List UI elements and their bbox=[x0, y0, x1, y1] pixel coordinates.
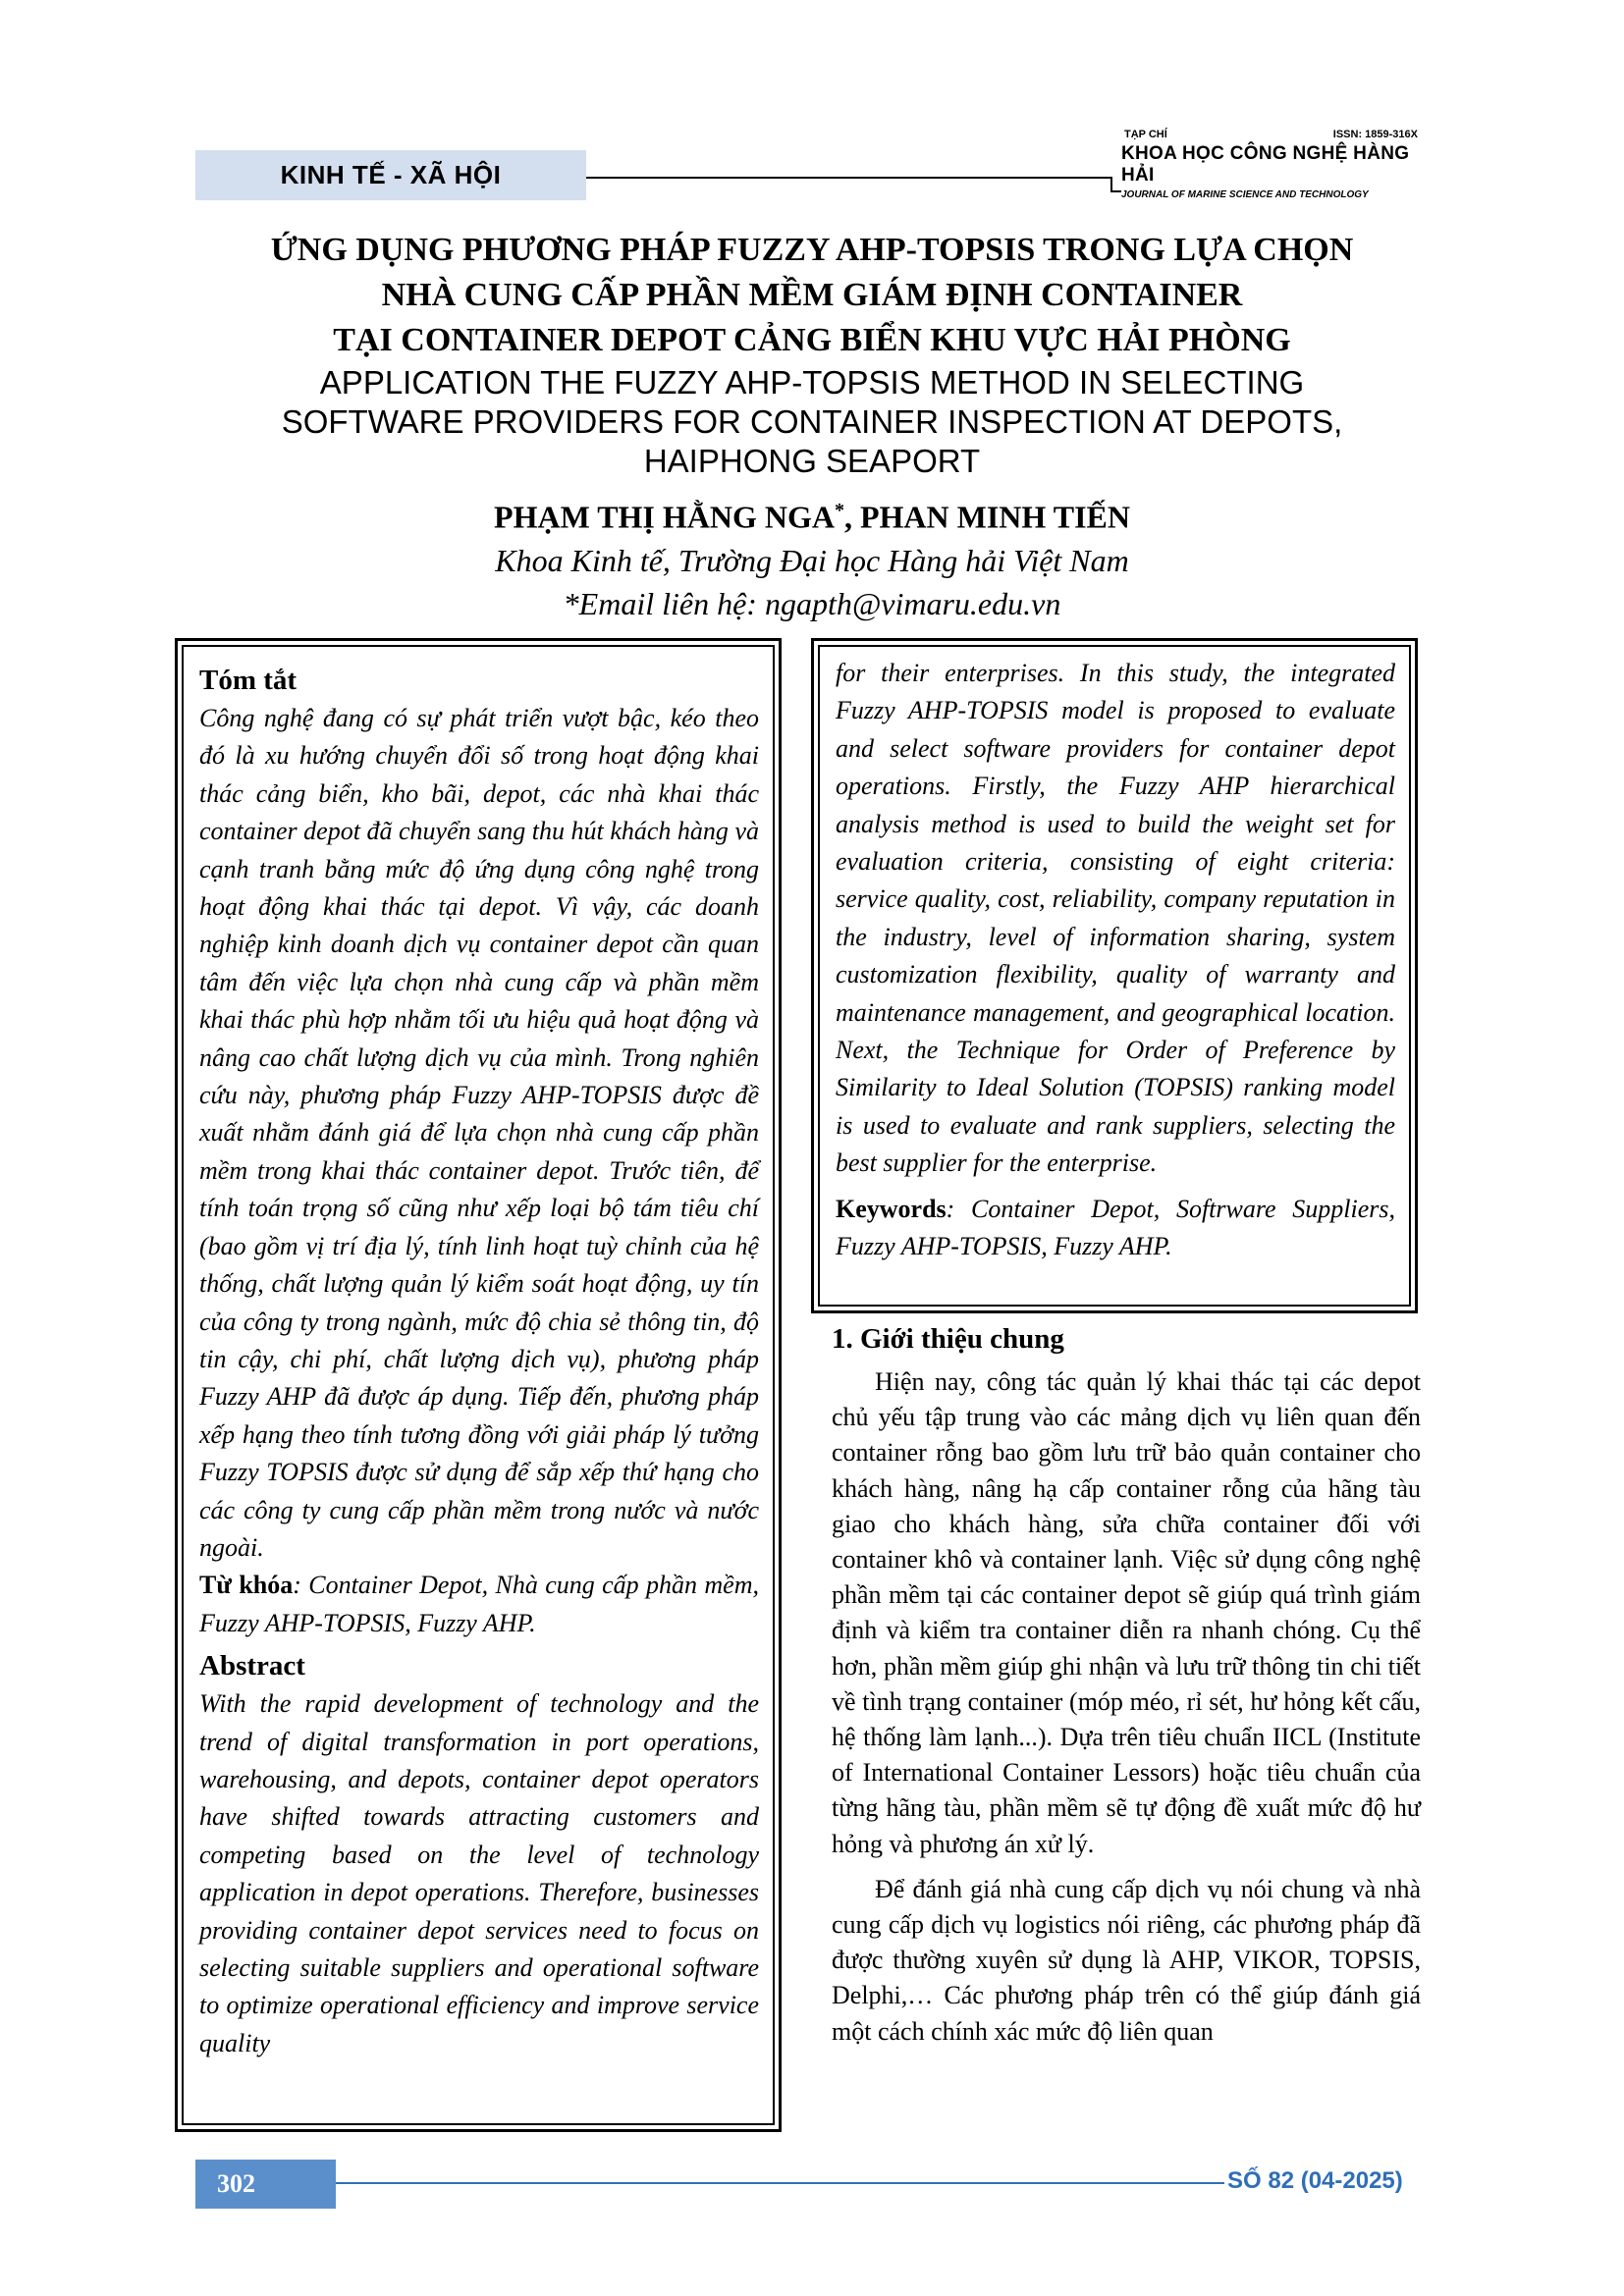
section-title-intro: 1. Giới thiệu chung bbox=[832, 1323, 1064, 1355]
abstract-box-left bbox=[175, 638, 782, 2132]
title-en-line-1: APPLICATION THE FUZZY AHP-TOPSIS METHOD IN SELECTING bbox=[319, 364, 1305, 400]
issue-label: SỐ 82 (04-2025) bbox=[1227, 2167, 1403, 2194]
footer-rule bbox=[336, 2182, 1224, 2184]
journal-name-en: JOURNAL OF MARINE SCIENCE AND TECHNOLOGY bbox=[1121, 189, 1369, 200]
journal-issn: ISSN: 1859-316X bbox=[1332, 129, 1418, 140]
body-paragraph-2: Để đánh giá nhà cung cấp dịch vụ nói chung và nhà cung cấp dịch vụ logistics nói riêng, các phương pháp đã được thường xuyên sử dụng là AHP, VIKOR, TOPSIS, Delphi,… Các phương pháp trên có thể giúp đánh giá một cách chính xác mức độ liên quan bbox=[832, 1874, 1421, 2046]
journal-masthead bbox=[1121, 129, 1418, 200]
section-tag: KINH TẾ - XÃ HỘI bbox=[195, 150, 586, 200]
author-2: , PHAN MINH TIẾN bbox=[843, 499, 1130, 535]
title-vi-line-3: TẠI CONTAINER DEPOT CẢNG BIỂN KHU VỰC HẢI PHÒNG bbox=[333, 322, 1291, 358]
journal-name: KHOA HỌC CÔNG NGHỆ HÀNG HẢI bbox=[1121, 143, 1410, 186]
body-column bbox=[832, 1319, 1421, 2050]
title-en-line-2: SOFTWARE PROVIDERS FOR CONTAINER INSPECTION AT DEPOTS, bbox=[281, 403, 1343, 440]
keywords-en-list: : Container Depot, Softrware Suppliers, Fuzzy AHP-TOPSIS, Fuzzy AHP. bbox=[836, 1194, 1395, 1261]
keywords-vi-label: Từ khóa bbox=[199, 1571, 294, 1600]
author-1: PHẠM THỊ HẰNG NGA bbox=[494, 499, 835, 535]
title-block bbox=[177, 228, 1447, 625]
affiliation: Khoa Kinh tế, Trường Đại học Hàng hải Việt Nam bbox=[495, 542, 1129, 578]
title-en-line-3: HAIPHONG SEAPORT bbox=[643, 443, 981, 479]
keywords-en bbox=[836, 1191, 1395, 1266]
abstract-box-right bbox=[811, 638, 1418, 1313]
keywords-vi-list: : Container Depot, Nhà cung cấp phần mềm, Fuzzy AHP-TOPSIS, Fuzzy AHP. bbox=[199, 1571, 759, 1637]
abstract-vi-text: Công nghệ đang có sự phát triển vượt bậc, kéo theo đó là xu hướng chuyển đổi số trong hoạt động khai thác cảng biển, kho bãi, depot, các nhà khai thác container depot đã chuyển sang thu hút khách hàng và cạnh tranh bằng mức độ ứng dụng công nghệ trong hoạt động khai thác tại depot. Vì vậy, các doanh nghiệp kinh doanh dịch vụ container depot cần quan tâm đến việc lựa chọn nhà cung cấp và phần mềm khai thác phù hợp nhằm tối ưu hiệu quả hoạt động và nâng cao chất lượng dịch vụ của mình. Trong nghiên cứu này, phương pháp Fuzzy AHP-TOPSIS được đề xuất nhằm đánh giá để lựa chọn nhà cung cấp phần mềm trong khai thác container depot. Trước tiên, để tính toán trọng số cũng như xếp loại bộ tám tiêu chí (bao gồm vị trí địa lý, tính linh hoạt tuỳ chỉnh của hệ thống, chất lượng quản lý kiểm soát hoạt động, uy tín của công ty trong ngành, mức độ chia sẻ thông tin, độ tin cậy, chi phí, chất lượng dịch vụ), phương pháp Fuzzy AHP đã được áp dụng. Tiếp đến, phương pháp xếp hạng theo tính tương đồng với giải pháp lý tưởng Fuzzy TOPSIS được sử dụng để sắp xếp thứ hạng cho các công ty cung cấp phần mềm trong nước và nước ngoài. bbox=[199, 704, 759, 1562]
title-vi-line-1: ỨNG DỤNG PHƯƠNG PHÁP FUZZY AHP-TOPSIS TRONG LỰA CHỌN bbox=[270, 232, 1354, 268]
contact-email: *Email liên hệ: ngapth@vimaru.edu.vn bbox=[563, 585, 1061, 621]
corresponding-mark: * bbox=[834, 500, 844, 521]
keywords-en-label: Keywords bbox=[836, 1194, 947, 1223]
journal-prefix: TẠP CHÍ bbox=[1124, 129, 1167, 140]
header-rule bbox=[586, 177, 1110, 179]
abstract-en-heading: Abstract bbox=[199, 1650, 305, 1682]
title-vi-line-2: NHÀ CUNG CẤP PHẦN MỀM GIÁM ĐỊNH CONTAINER bbox=[381, 277, 1243, 313]
abstract-en-text-part1: With the rapid development of technology and the trend of digital transformation in port operations, warehousing, and depots, container depot operators have shifted towards attracting customers and competing based on the level of technology application in depot operations. Therefore, businesses providing container depot services need to focus on selecting suitable suppliers and operational software to optimize operational efficiency and improve service quality bbox=[199, 1689, 759, 2057]
keywords-vi bbox=[199, 1567, 759, 1642]
abstract-en-text-part2: for their enterprises. In this study, the integrated Fuzzy AHP-TOPSIS model is proposed to evaluate and select software providers for container depot operations. Firstly, the Fuzzy AHP hierarchical analysis method is used to build the weight set for evaluation criteria, consisting of eight criteria: service quality, cost, reliability, company reputation in the industry, level of information sharing, system customization flexibility, quality of warranty and maintenance management, and geographical location. Next, the Technique for Order of Preference by Similarity to Ideal Solution (TOPSIS) ranking model is used to evaluate and rank suppliers, selecting the best supplier for the enterprise. bbox=[836, 659, 1395, 1178]
page-number: 302 bbox=[195, 2160, 336, 2209]
authors bbox=[177, 489, 1447, 539]
journal-bracket bbox=[1110, 177, 1121, 192]
body-paragraph-1: Hiện nay, công tác quản lý khai thác tại các depot chủ yếu tập trung vào các mảng dịch vụ liên quan đến container rỗng bao gồm lưu trữ bảo quản container cho khách hàng, nâng hạ cấp container rỗng của hãng tàu giao cho khách hàng, sửa chữa container đối với container khô và container lạnh. Việc sử dụng công nghệ phần mềm tại các container depot sẽ giúp quá trình giám định và kiểm tra container diễn ra nhanh chóng. Cụ thể hơn, phần mềm giúp ghi nhận và lưu trữ thông tin chi tiết về tình trạng container (móp méo, rỉ sét, hư hỏng kết cấu, hệ thống làm lạnh...). Dựa trên tiêu chuẩn IICL (Institute of International Container Lessors) hoặc tiêu chuẩn của từng hãng tàu, phần mềm sẽ tự động đề xuất mức độ hư hỏng và phương án xử lý. bbox=[832, 1367, 1421, 1858]
abstract-vi-heading: Tóm tắt bbox=[199, 665, 298, 696]
